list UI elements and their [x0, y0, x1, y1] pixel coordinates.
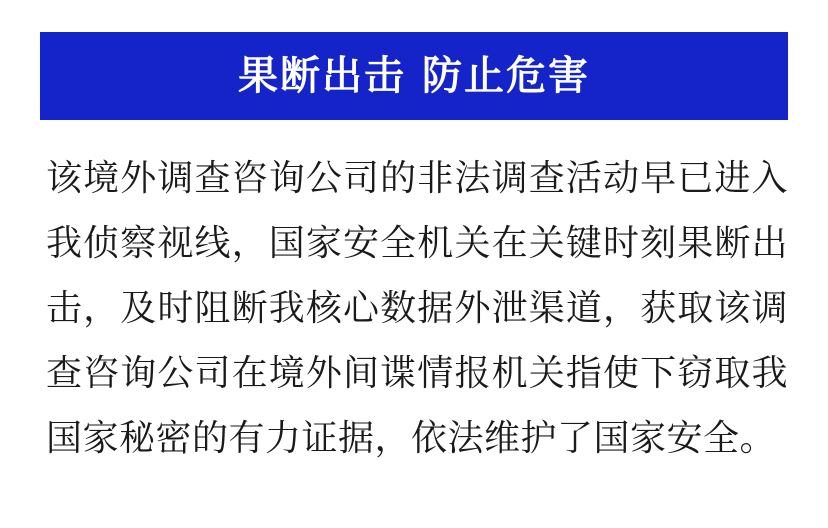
headline-banner [40, 32, 788, 120]
body-paragraph: 该境外调查咨询公司的非法调查活动早已进入我侦察视线，国家安全机关在关键时刻果断出击，及时阻断我核心数据外泄渠道，获取该调查咨询公司在境外间谍情报机关指使下窃取我国家秘密的有力证据，依法维护了国家安全。 [46, 158, 788, 459]
headline-title: 果断出击 防止危害 [238, 53, 590, 99]
body-text-block [46, 146, 788, 471]
